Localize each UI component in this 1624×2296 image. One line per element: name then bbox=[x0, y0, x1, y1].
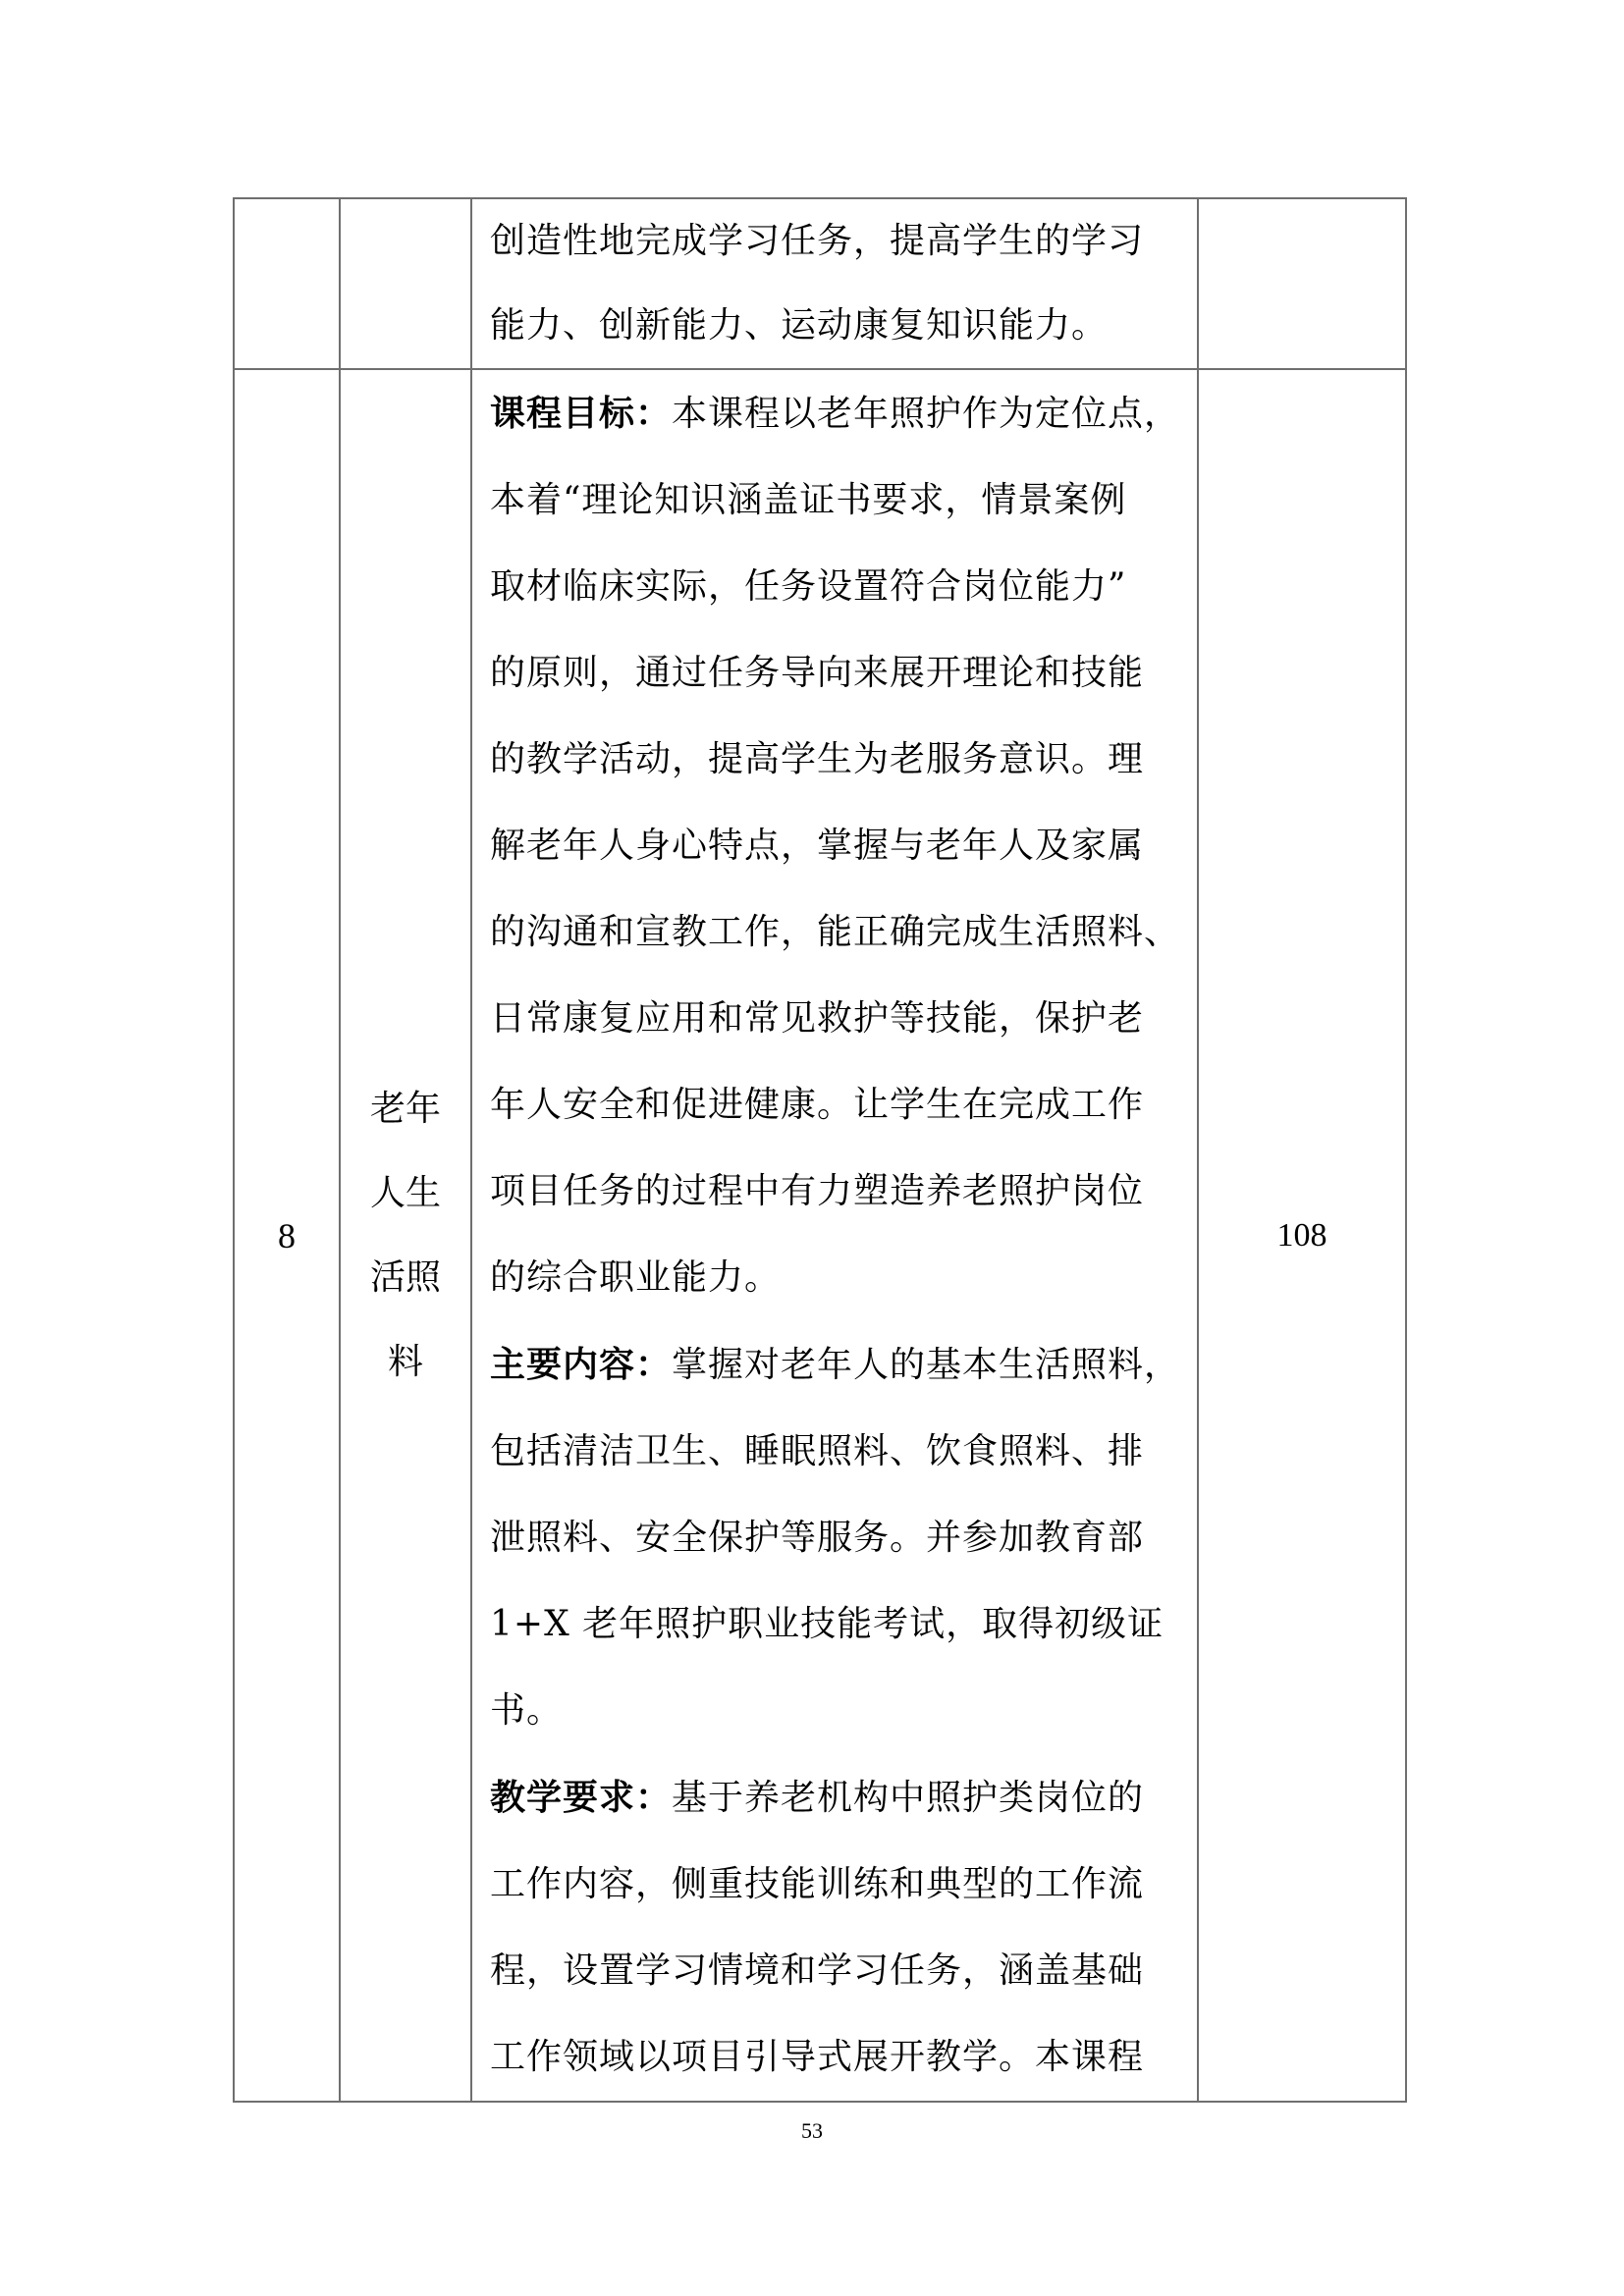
course-table bbox=[233, 197, 1407, 2103]
description-line: 项目任务的过程中有力塑造养老照护岗位 bbox=[490, 1171, 1145, 1211]
requirement-label: 教学要求： bbox=[490, 1777, 673, 1818]
description-line: 1+X 老年照护职业技能考试，取得初级证 bbox=[490, 1604, 1164, 1644]
description-line: 解老年人身心特点，掌握与老年人及家属 bbox=[490, 826, 1145, 866]
requirement-text: 基于养老机构中照护类岗位的 bbox=[672, 1778, 1145, 1818]
hours-cell: 108 bbox=[1198, 369, 1406, 2102]
goal-text: 本课程以老年照护作为定位点， bbox=[672, 394, 1181, 434]
main-content-heading bbox=[490, 1321, 1187, 1409]
course-name-line: 老年 bbox=[369, 1088, 441, 1129]
table-row bbox=[234, 198, 1406, 369]
row-number-cell bbox=[234, 198, 340, 369]
description-line: 创造性地完成学习任务，提高学生的学习 bbox=[490, 221, 1145, 261]
teaching-requirement-heading bbox=[490, 1754, 1187, 1842]
description-line: 书。 bbox=[490, 1690, 564, 1731]
course-name-cell bbox=[340, 198, 471, 369]
description-line: 能力、创新能力、运动康复知识能力。 bbox=[490, 305, 1109, 346]
course-name-line: 料 bbox=[387, 1341, 423, 1382]
description-line: 本着“理论知识涵盖证书要求，情景案例 bbox=[490, 480, 1127, 520]
course-goal-heading bbox=[490, 370, 1187, 457]
goal-label: 课程目标： bbox=[490, 393, 673, 434]
content-label: 主要内容： bbox=[490, 1344, 673, 1385]
row-number-cell: 8 bbox=[234, 369, 340, 2102]
description-line: 包括清洁卫生、睡眠照料、饮食照料、排 bbox=[490, 1431, 1145, 1471]
description-line: 的原则，通过任务导向来展开理论和技能 bbox=[490, 653, 1145, 693]
description-line: 取材临床实际，任务设置符合岗位能力” bbox=[490, 566, 1127, 607]
table-row bbox=[234, 369, 1406, 2102]
course-name-cell bbox=[340, 369, 471, 2102]
description-line: 工作内容，侧重技能训练和典型的工作流 bbox=[490, 1864, 1145, 1904]
course-description-cell bbox=[471, 369, 1198, 2102]
content-text: 掌握对老年人的基本生活照料， bbox=[672, 1345, 1181, 1385]
description-line: 年人安全和促进健康。让学生在完成工作 bbox=[490, 1085, 1145, 1125]
description-line: 的综合职业能力。 bbox=[490, 1257, 782, 1298]
course-name-line: 人生 bbox=[369, 1172, 441, 1213]
description-line: 的教学活动，提高学生为老服务意识。理 bbox=[490, 739, 1145, 779]
description-line: 工作领域以项目引导式展开教学。本课程 bbox=[490, 2037, 1145, 2077]
description-line: 程，设置学习情境和学习任务，涵盖基础 bbox=[490, 1950, 1145, 1991]
description-line: 日常康复应用和常见救护等技能，保护老 bbox=[490, 998, 1145, 1039]
course-description-cell bbox=[471, 198, 1198, 369]
description-line: 的沟通和宣教工作，能正确完成生活照料、 bbox=[490, 912, 1181, 952]
description-line: 泄照料、安全保护等服务。并参加教育部 bbox=[490, 1518, 1145, 1558]
course-name-line: 活照 bbox=[369, 1256, 441, 1298]
page-number: 53 bbox=[801, 2118, 823, 2143]
hours-cell bbox=[1198, 198, 1406, 369]
